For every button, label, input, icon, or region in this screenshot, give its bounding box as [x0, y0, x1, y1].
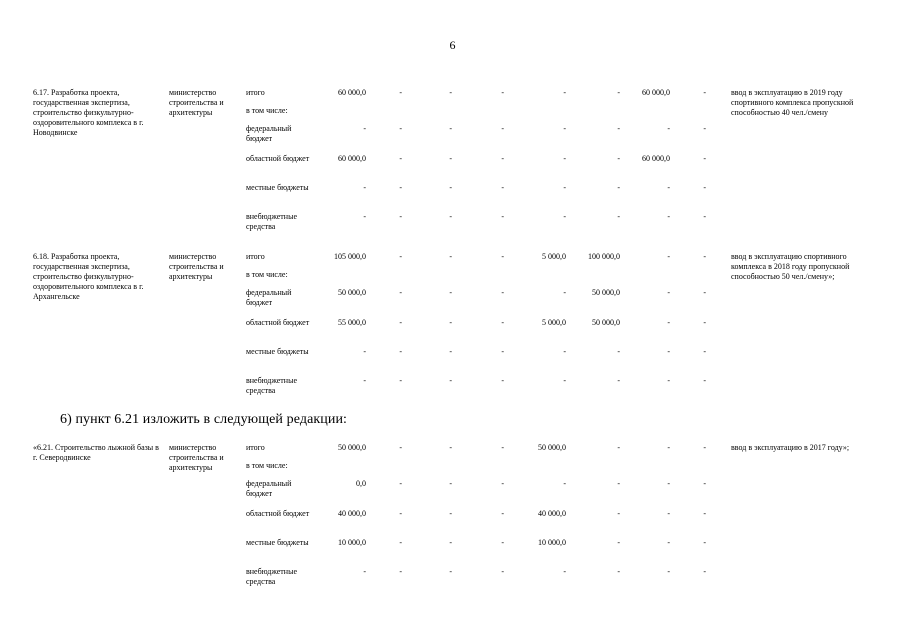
table-cell: - — [501, 212, 504, 221]
table-cell: - — [501, 347, 504, 356]
table-cell: - — [703, 288, 706, 297]
table-row — [0, 479, 905, 499]
table-cell: - — [667, 318, 670, 327]
funding-source: итого — [246, 252, 265, 261]
funding-source: внебюджетные средства — [246, 212, 297, 231]
table-cell: - — [363, 212, 366, 221]
table-cell: 40 000,0 — [338, 509, 366, 518]
table-cell: - — [563, 347, 566, 356]
table-cell: - — [617, 443, 620, 452]
funding-source: федеральный бюджет — [246, 288, 292, 307]
funding-source: федеральный бюджет — [246, 479, 292, 498]
table-cell: - — [617, 538, 620, 547]
table-row — [0, 347, 905, 367]
table-cell: - — [449, 88, 452, 97]
table-cell: - — [449, 479, 452, 488]
table-cell: - — [363, 124, 366, 133]
section-heading: 6) пункт 6.21 изложить в следующей редакции: — [60, 412, 348, 427]
table-cell: - — [563, 288, 566, 297]
table-cell: - — [399, 124, 402, 133]
table-cell: - — [501, 88, 504, 97]
table-cell: 50 000,0 — [338, 443, 366, 452]
table-row — [0, 567, 905, 587]
table-row — [0, 252, 905, 272]
funding-source: областной бюджет — [246, 318, 310, 327]
table-cell: - — [449, 288, 452, 297]
table-cell: - — [617, 509, 620, 518]
table-cell: - — [399, 183, 402, 192]
table-cell: - — [667, 509, 670, 518]
table-cell: - — [399, 154, 402, 163]
table-cell: - — [703, 376, 706, 385]
table-row — [0, 461, 905, 481]
table-cell: - — [667, 288, 670, 297]
table-cell: - — [563, 567, 566, 576]
table-cell: - — [363, 376, 366, 385]
funding-source: итого — [246, 443, 265, 452]
table-cell: - — [667, 183, 670, 192]
item-responsible: министерство строительства и архитектуры — [169, 443, 224, 472]
table-cell: - — [501, 479, 504, 488]
table-cell: - — [501, 252, 504, 261]
table-cell: - — [563, 376, 566, 385]
table-cell: - — [563, 212, 566, 221]
table-cell: - — [703, 538, 706, 547]
table-cell: - — [703, 347, 706, 356]
table-cell: - — [501, 376, 504, 385]
table-cell: - — [617, 479, 620, 488]
table-cell: 55 000,0 — [338, 318, 366, 327]
table-cell: - — [563, 479, 566, 488]
table-cell: - — [449, 183, 452, 192]
table-cell: - — [617, 212, 620, 221]
funding-source: областной бюджет — [246, 154, 310, 163]
funding-source: федеральный бюджет — [246, 124, 292, 143]
table-cell: - — [703, 88, 706, 97]
item-name: «6.21. Строительство лыжной базы в г. Северодвинске — [33, 443, 159, 462]
table-cell: 50 000,0 — [538, 443, 566, 452]
table-cell: - — [501, 124, 504, 133]
table-cell: - — [703, 509, 706, 518]
table-cell: - — [399, 252, 402, 261]
table-cell: - — [449, 252, 452, 261]
table-cell: - — [667, 538, 670, 547]
table-cell: - — [703, 479, 706, 488]
funding-source: местные бюджеты — [246, 183, 309, 192]
page-number: 6 — [449, 38, 456, 52]
table-cell: 10 000,0 — [338, 538, 366, 547]
table-cell: - — [399, 443, 402, 452]
table-cell: - — [703, 443, 706, 452]
table-row — [0, 288, 905, 308]
table-cell: - — [449, 509, 452, 518]
table-cell: 50 000,0 — [338, 288, 366, 297]
table-cell: - — [501, 318, 504, 327]
item-result: ввод в эксплуатацию спортивного комплекса в 2018 году пропускной способностью 50 чел./смену»; — [731, 252, 850, 281]
table-cell: - — [449, 347, 452, 356]
table-cell: - — [501, 509, 504, 518]
table-cell: - — [667, 252, 670, 261]
table-cell: - — [449, 443, 452, 452]
table-cell: - — [501, 154, 504, 163]
table-cell: - — [667, 376, 670, 385]
table-cell: - — [501, 567, 504, 576]
table-cell: - — [399, 567, 402, 576]
table-cell: - — [399, 538, 402, 547]
item-responsible: министерство строительства и архитектуры — [169, 252, 224, 281]
table-cell: - — [703, 318, 706, 327]
table-cell: 105 000,0 — [334, 252, 366, 261]
table-row — [0, 124, 905, 144]
table-row — [0, 154, 905, 174]
table-cell: - — [703, 212, 706, 221]
funding-source: в том числе: — [246, 270, 288, 279]
table-cell: 60 000,0 — [642, 88, 670, 97]
table-row — [0, 538, 905, 558]
funding-source: в том числе: — [246, 461, 288, 470]
table-cell: - — [449, 124, 452, 133]
table-row — [0, 270, 905, 290]
table-cell: - — [399, 347, 402, 356]
table-cell: - — [563, 88, 566, 97]
table-cell: - — [449, 376, 452, 385]
table-cell: - — [363, 567, 366, 576]
table-cell: - — [449, 154, 452, 163]
table-cell: - — [449, 538, 452, 547]
table-cell: - — [563, 154, 566, 163]
item-name: 6.18. Разработка проекта, государственная экспертиза, строительство физкультурно-оздоровительного комплекса в г. Архангельске — [33, 252, 144, 301]
table-cell: - — [667, 443, 670, 452]
funding-source: областной бюджет — [246, 509, 310, 518]
table-cell: - — [703, 183, 706, 192]
funding-source: в том числе: — [246, 106, 288, 115]
table-cell: - — [703, 124, 706, 133]
table-cell: - — [667, 347, 670, 356]
table-cell: - — [363, 183, 366, 192]
table-row — [0, 183, 905, 203]
funding-source: итого — [246, 88, 265, 97]
item-responsible: министерство строительства и архитектуры — [169, 88, 224, 117]
table-cell: - — [667, 567, 670, 576]
table-cell: 40 000,0 — [538, 509, 566, 518]
table-cell: - — [449, 212, 452, 221]
table-cell: - — [501, 288, 504, 297]
table-cell: 5 000,0 — [542, 252, 566, 261]
table-cell: - — [617, 154, 620, 163]
item-name: 6.17. Разработка проекта, государственная экспертиза, строительство физкультурно-оздоровительного комплекса в г. Новодвинске — [33, 88, 144, 137]
table-cell: - — [617, 567, 620, 576]
table-cell: - — [563, 183, 566, 192]
table-row — [0, 212, 905, 232]
table-cell: - — [399, 212, 402, 221]
table-cell: - — [399, 318, 402, 327]
table-cell: - — [617, 88, 620, 97]
item-result: ввод в эксплуатацию в 2019 году спортивного комплекса пропускной способностью 40 чел./смену — [731, 88, 854, 117]
table-cell: - — [363, 347, 366, 356]
table-cell: - — [399, 88, 402, 97]
table-row — [0, 318, 905, 338]
table-cell: - — [501, 443, 504, 452]
table-cell: - — [399, 288, 402, 297]
funding-source: местные бюджеты — [246, 538, 309, 547]
table-cell: - — [399, 479, 402, 488]
funding-source: внебюджетные средства — [246, 376, 297, 395]
funding-source: местные бюджеты — [246, 347, 309, 356]
table-cell: - — [617, 124, 620, 133]
table-cell: - — [667, 124, 670, 133]
table-cell: 60 000,0 — [642, 154, 670, 163]
table-cell: - — [501, 183, 504, 192]
table-cell: - — [703, 154, 706, 163]
table-row — [0, 509, 905, 529]
table-cell: - — [617, 347, 620, 356]
table-cell: - — [563, 124, 566, 133]
item-result: ввод в эксплуатацию в 2017 году»; — [731, 443, 850, 452]
table-cell: - — [617, 376, 620, 385]
table-cell: 10 000,0 — [538, 538, 566, 547]
table-cell: - — [617, 183, 620, 192]
table-cell: - — [399, 509, 402, 518]
table-cell: 50 000,0 — [592, 318, 620, 327]
table-cell: - — [449, 318, 452, 327]
funding-source: внебюджетные средства — [246, 567, 297, 586]
table-cell: - — [667, 212, 670, 221]
table-cell: 60 000,0 — [338, 154, 366, 163]
table-cell: - — [703, 252, 706, 261]
table-cell: 50 000,0 — [592, 288, 620, 297]
table-cell: - — [449, 567, 452, 576]
table-cell: - — [667, 479, 670, 488]
table-cell: 0,0 — [356, 479, 366, 488]
table-cell: - — [703, 567, 706, 576]
table-row — [0, 376, 905, 396]
table-cell: 60 000,0 — [338, 88, 366, 97]
table-row — [0, 443, 905, 463]
table-cell: 5 000,0 — [542, 318, 566, 327]
table-cell: 100 000,0 — [588, 252, 620, 261]
table-row — [0, 88, 905, 108]
table-cell: - — [501, 538, 504, 547]
table-row — [0, 106, 905, 126]
table-cell: - — [399, 376, 402, 385]
